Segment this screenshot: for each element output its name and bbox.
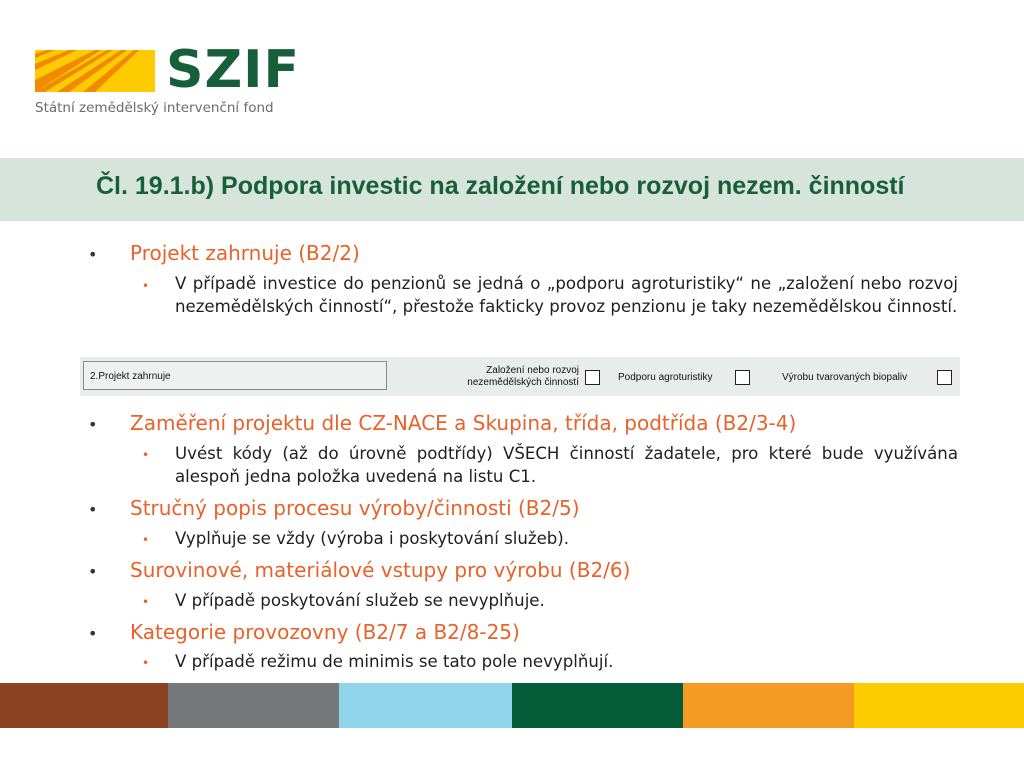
sub-bullet-icon: • [142,279,150,293]
footer-bar-yellow [854,683,1024,728]
field-stripes-logo-icon [35,50,155,92]
bullet-icon: • [88,562,98,581]
sub-bullet-icon: • [142,533,150,547]
footer-bar-orange [683,683,854,728]
footer-bar-lightblue [339,683,512,728]
option-label-agroturistika: Podporu agroturistiky [618,372,713,383]
footer-bar-green [512,683,683,728]
section-heading: Surovinové, materiálové vstupy pro výrobu (B2/6) [130,558,631,582]
checkbox-zalozeni[interactable] [585,370,600,385]
section-heading: Kategorie provozovny (B2/7 a B2/8-25) [130,620,520,644]
checkbox-biopaliva[interactable] [937,370,952,385]
logo-wordmark: SZIF [166,40,301,100]
form-excerpt [80,357,960,396]
section-text: Uvést kódy (až do úrovně podtřídy) VŠECH činností žadatele, pro které bude využívána alespoň jedna položka uvedená na listu C1. [175,444,958,486]
sub-bullet-icon: • [142,595,150,609]
bullet-icon: • [88,500,98,519]
section-text: V případě poskytování služeb se nevyplňuje. [175,591,545,610]
section-text: Vyplňuje se vždy (výroba i poskytování služeb). [175,529,570,548]
option-label-biopaliva: Výrobu tvarovaných biopaliv [782,372,908,383]
footer-bar-grey [168,683,339,728]
checkbox-agroturistika[interactable] [735,370,750,385]
option-label-zalozeni: Založení nebo rozvoj nezemědělských činností [467,365,579,388]
section-heading: Stručný popis procesu výroby/činnosti (B2/5) [130,496,580,520]
sub-bullet-icon: • [142,448,150,462]
logo-subtitle: Státní zemědělský intervenční fond [35,100,274,116]
bullet-icon: • [88,415,98,434]
section-text: V případě režimu de minimis se tato pole nevyplňují. [175,652,614,671]
bullet-icon: • [88,624,98,643]
title-band [0,158,1024,221]
slide-title: Čl. 19.1.b) Podpora investic na založení nebo rozvoj nezem. činností [96,172,905,200]
section-heading: Zaměření projektu dle CZ-NACE a Skupina, třída, podtřída (B2/3-4) [130,411,797,435]
section-heading: Projekt zahrnuje (B2/2) [130,241,360,265]
form-field-label: 2.Projekt zahrnuje [83,361,387,390]
sub-bullet-icon: • [142,656,150,670]
section-text: V případě investice do penzionů se jedná o „podporu agroturistiky“ ne „založení nebo rozvoj nezemědělských činností“, přestože fakticky provoz penzionu je taky nezemědělskou činností. [175,274,958,316]
bullet-icon: • [88,245,98,264]
footer-bar-brown [0,683,168,728]
